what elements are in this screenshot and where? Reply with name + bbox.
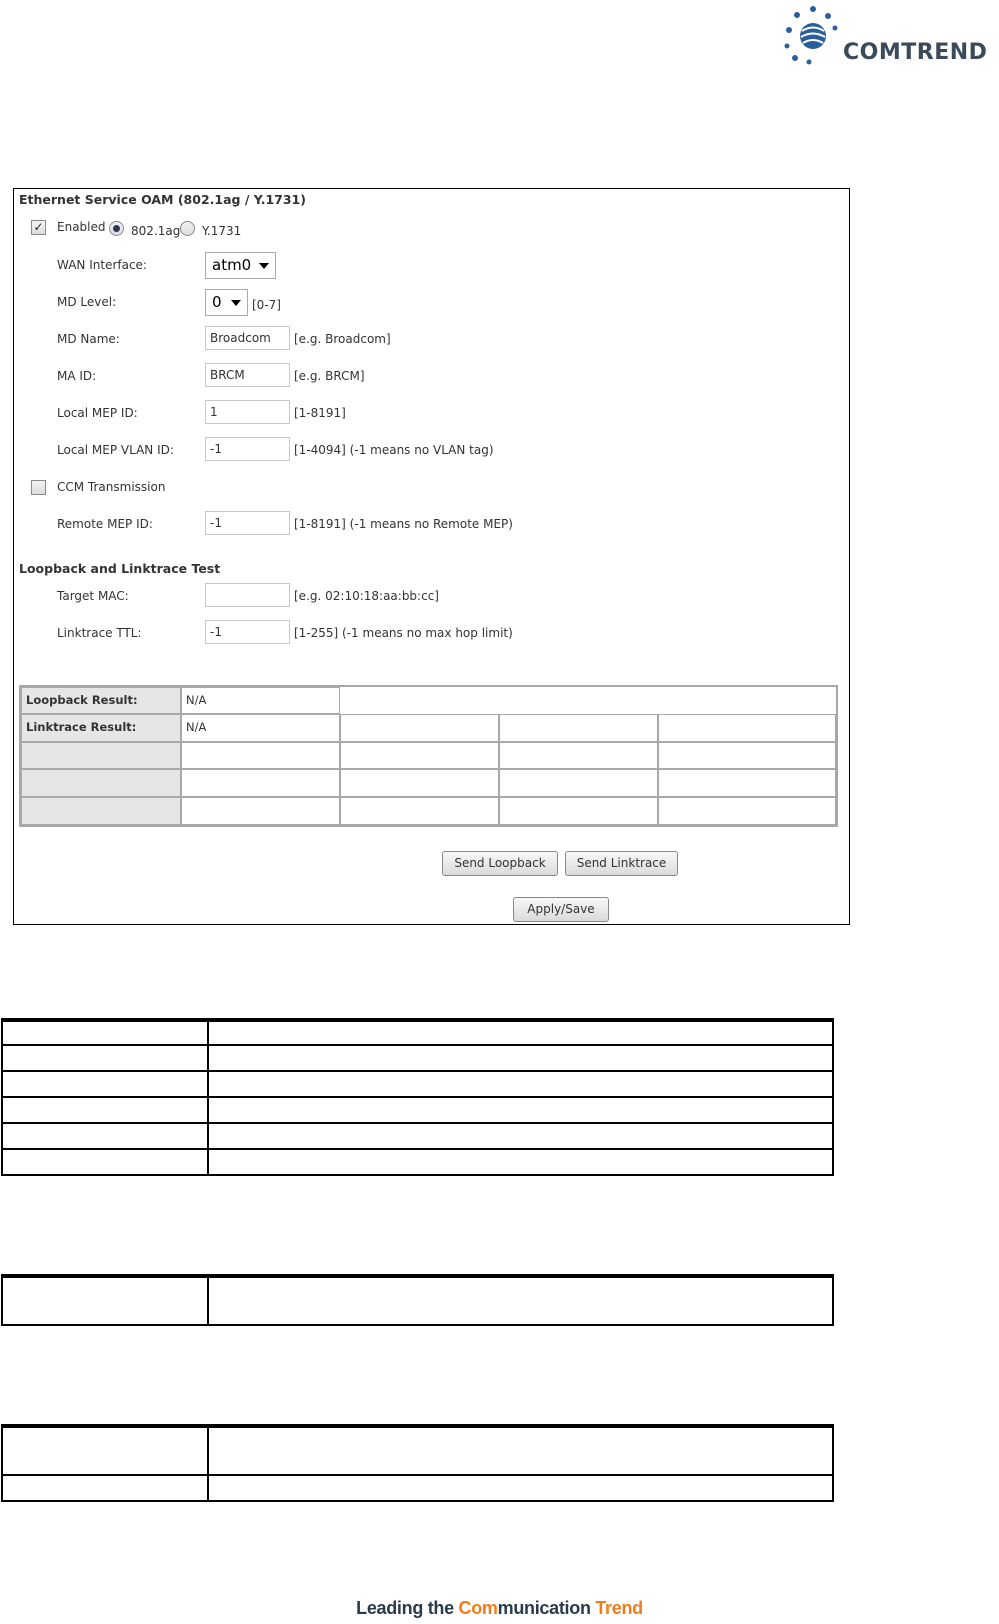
ccm-transmission-label: CCM Transmission <box>57 480 166 494</box>
table-row <box>3 1426 832 1474</box>
result-cell <box>340 742 499 769</box>
result-cell <box>499 797 658 825</box>
ma-id-hint: [e.g. BRCM] <box>294 369 365 383</box>
local-mep-vlan-id-input[interactable]: -1 <box>205 437 290 461</box>
result-cell <box>658 742 836 769</box>
doc-table-2 <box>1 1274 834 1326</box>
wan-interface-value: atm0 <box>212 256 252 274</box>
table-row <box>3 1276 832 1324</box>
result-cell <box>340 714 499 742</box>
target-mac-hint: [e.g. 02:10:18:aa:bb:cc] <box>294 589 439 603</box>
footer-text-4: Trend <box>595 1598 643 1618</box>
chevron-down-icon <box>231 300 241 306</box>
linktrace-ttl-input[interactable]: -1 <box>205 620 290 644</box>
send-linktrace-button[interactable]: Send Linktrace <box>565 851 678 876</box>
table-row <box>3 1044 832 1070</box>
footer-text-3: munication <box>497 1598 596 1618</box>
md-level-select[interactable] <box>205 289 248 316</box>
result-row-head <box>21 797 181 825</box>
result-cell <box>340 769 499 797</box>
doc-table-3 <box>1 1424 834 1502</box>
table-row <box>3 1474 832 1500</box>
result-cell <box>181 797 340 825</box>
apply-save-button[interactable]: Apply/Save <box>513 897 609 922</box>
local-mep-vlan-id-label: Local MEP VLAN ID: <box>57 443 174 457</box>
wan-interface-label: WAN Interface: <box>57 258 147 272</box>
ccm-transmission-checkbox[interactable] <box>31 480 46 495</box>
target-mac-input[interactable] <box>205 583 290 607</box>
oam-settings-panel <box>13 188 850 925</box>
result-cell <box>499 742 658 769</box>
md-name-label: MD Name: <box>57 332 120 346</box>
result-cell <box>499 769 658 797</box>
local-mep-id-input[interactable]: 1 <box>205 400 290 424</box>
loopback-result-label: Loopback Result: <box>21 687 181 714</box>
footer-text-2: Com <box>458 1598 498 1618</box>
result-row-head <box>21 769 181 797</box>
table-row <box>3 1020 832 1044</box>
remote-mep-id-label: Remote MEP ID: <box>57 517 153 531</box>
result-cell <box>658 714 836 742</box>
ma-id-label: MA ID: <box>57 369 97 383</box>
enabled-label: Enabled <box>57 220 106 234</box>
md-level-value: 0 <box>212 293 222 311</box>
radio-y1731[interactable] <box>180 221 195 236</box>
result-cell <box>658 797 836 825</box>
result-row-head <box>21 742 181 769</box>
comtrend-globe-icon <box>783 4 839 66</box>
send-loopback-button[interactable]: Send Loopback <box>442 851 558 876</box>
oam-section-title: Ethernet Service OAM (802.1ag / Y.1731) <box>19 192 306 207</box>
md-name-input[interactable]: Broadcom <box>205 326 290 350</box>
wan-interface-select[interactable] <box>205 252 276 279</box>
loopback-result-value: N/A <box>181 687 340 714</box>
footer-text-1: Leading the <box>356 1598 459 1618</box>
result-cell <box>181 769 340 797</box>
result-cell <box>340 797 499 825</box>
ma-id-input[interactable]: BRCM <box>205 363 290 387</box>
comtrend-logo <box>783 4 993 64</box>
result-cell <box>658 769 836 797</box>
chevron-down-icon <box>259 263 269 269</box>
table-row <box>3 1096 832 1122</box>
enabled-checkbox[interactable]: ✓ <box>31 220 46 235</box>
linktrace-ttl-hint: [1-255] (-1 means no max hop limit) <box>294 626 513 640</box>
target-mac-label: Target MAC: <box>57 589 129 603</box>
local-mep-id-hint: [1-8191] <box>294 406 346 420</box>
radio-802-1ag[interactable] <box>109 221 124 236</box>
linktrace-ttl-label: Linktrace TTL: <box>57 626 142 640</box>
results-table <box>19 685 838 827</box>
md-level-label: MD Level: <box>57 295 117 309</box>
result-cell <box>181 742 340 769</box>
remote-mep-id-input[interactable]: -1 <box>205 511 290 535</box>
loopback-linktrace-section-title: Loopback and Linktrace Test <box>19 561 221 576</box>
result-cell <box>499 714 658 742</box>
doc-table-1 <box>1 1018 834 1176</box>
md-name-hint: [e.g. Broadcom] <box>294 332 391 346</box>
table-row <box>3 1148 832 1174</box>
radio-802-1ag-label: 802.1ag <box>131 224 181 238</box>
logo-wordmark: COMTREND <box>843 40 988 65</box>
md-level-hint: [0-7] <box>252 298 281 312</box>
footer-tagline <box>0 1598 999 1619</box>
local-mep-id-label: Local MEP ID: <box>57 406 138 420</box>
linktrace-result-label: Linktrace Result: <box>21 714 181 742</box>
radio-y1731-label: Y.1731 <box>202 224 242 238</box>
local-mep-vlan-id-hint: [1-4094] (-1 means no VLAN tag) <box>294 443 494 457</box>
table-row <box>3 1122 832 1148</box>
remote-mep-id-hint: [1-8191] (-1 means no Remote MEP) <box>294 517 513 531</box>
linktrace-result-value: N/A <box>181 714 340 742</box>
table-row <box>3 1070 832 1096</box>
